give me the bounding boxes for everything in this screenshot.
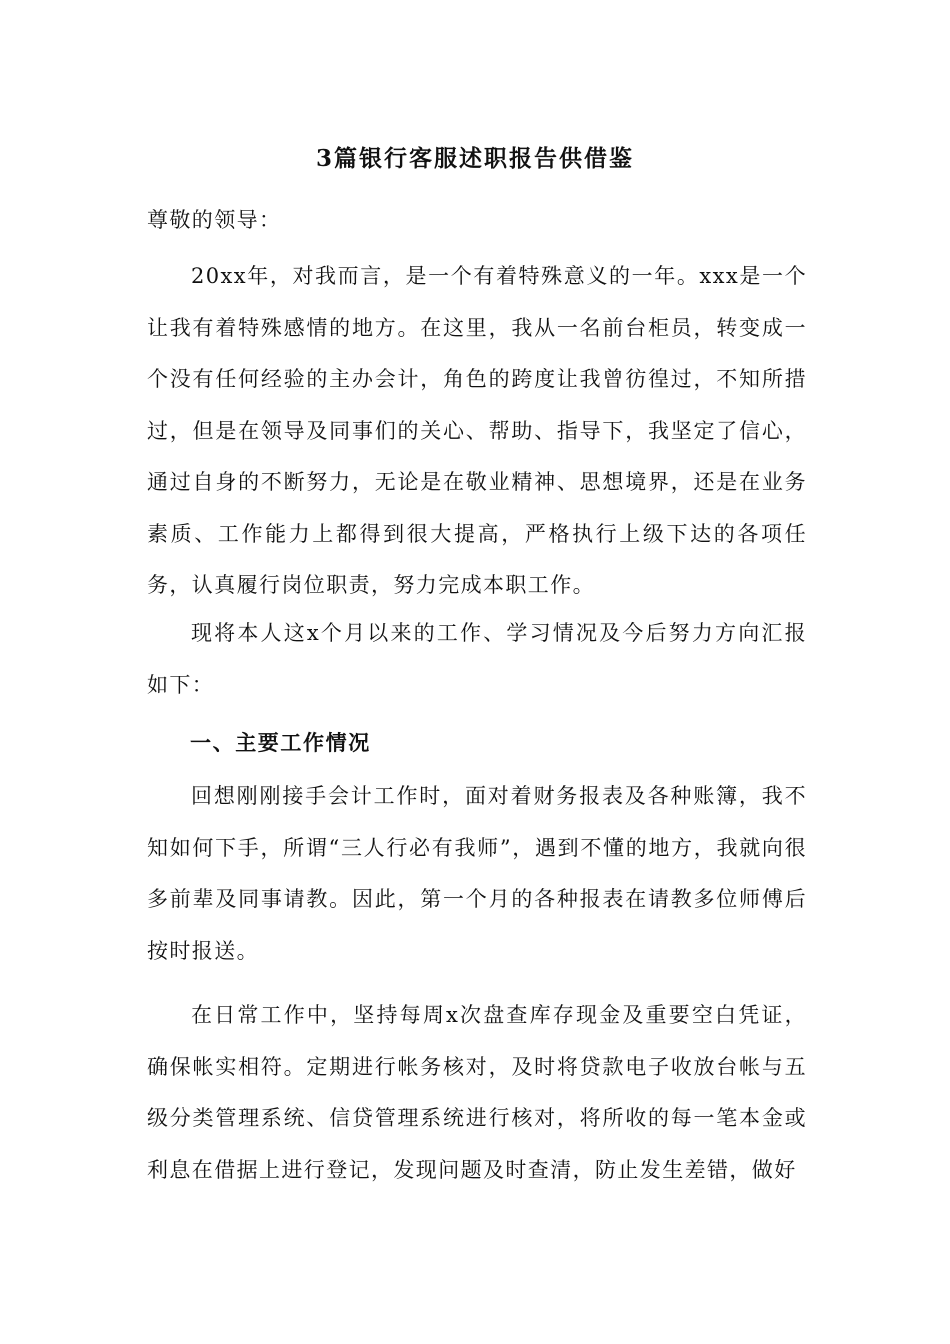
section-heading: 一、主要工作情况 <box>190 731 371 755</box>
document-title: 3篇银行客服述职报告供借鉴 <box>315 145 634 172</box>
paragraph-report-intro: 现将本人这x个月以来的工作、学习情况及今后努力方向汇报如下： <box>147 621 807 697</box>
paragraph-section-1: 回想刚刚接手会计工作时，面对着财务报表及各种账簿，我不知如何下手，所谓“三人行必有我师”，遇到不懂的地方，我就向很多前辈及同事请教。因此，第一个月的各种报表在请教多位师傅后按时报送。 <box>147 784 807 963</box>
salutation: 尊敬的领导： <box>147 208 282 232</box>
paragraph-section-2: 在日常工作中，坚持每周x次盘查库存现金及重要空白凭证，确保帐实相符。定期进行帐务核对，及时将贷款电子收放台帐与五级分类管理系统、信贷管理系统进行核对，将所收的每一笔本金或利息在借据上进行登记，发现问题及时查清，防止发生差错，做好 <box>147 1003 807 1182</box>
paragraph-intro: 20xx年，对我而言，是一个有着特殊意义的一年。xxx是一个让我有着特殊感情的地方。在这里，我从一名前台柜员，转变成一个没有任何经验的主办会计，角色的跨度让我曾彷徨过，不知所措过，但是在领导及同事们的关心、帮助、指导下，我坚定了信心，通过自身的不断努力，无论是在敬业精神、思想境界，还是在业务素质、工作能力上都得到很大提高，严格执行上级下达的各项任务，认真履行岗位职责，努力完成本职工作。 <box>147 264 807 597</box>
